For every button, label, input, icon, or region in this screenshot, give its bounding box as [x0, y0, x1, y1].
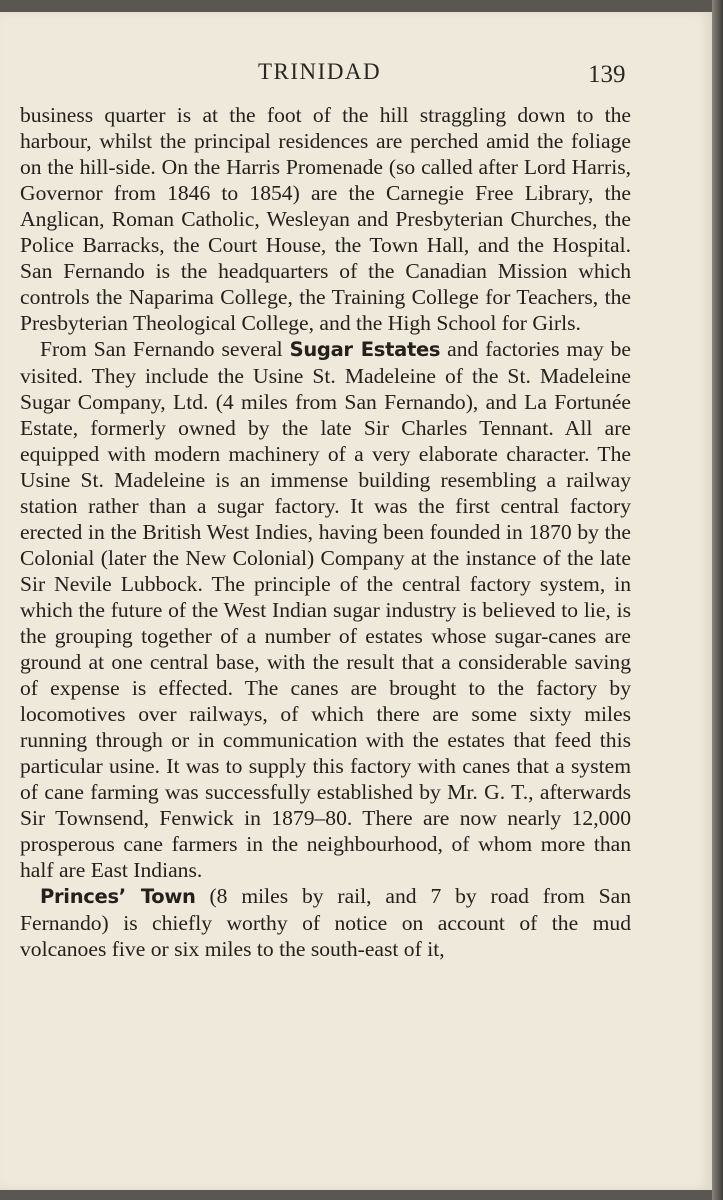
page-number: 139: [588, 61, 626, 88]
body-text: [20, 102, 631, 962]
page-edge-shadow: [712, 0, 723, 1200]
bold-term-sugar-estates: Sugar Estates: [289, 338, 441, 361]
paragraph-text: business quarter is at the foot of the hill straggling down to the harbour, whilst the principal residences are perched amid the foliage on the hill-side. On the Harris Promenade (so called after Lord Harris, Governor from 1846 to 1854) are the Carnegie Free Library, the Anglican, Roman Catholic, Wesleyan and Presbyterian Churches, the Police Barracks, the Court House, the Town Hall, and the Hospital. San Fernando is the headquarters of the Canadian Mission which controls the Naparima College, the Training College for Teachers, the Presbyterian Theological College, and the High School for Girls.: [20, 103, 631, 335]
paragraph-text: (8 miles by rail, and 7 by road from San Fernando) is chiefly worthy of notice on account of the mud volcanoes five or six miles to the south-east of it,: [20, 884, 631, 961]
bold-term-princes-town: Princes’ Town: [40, 885, 196, 908]
book-page: [0, 12, 712, 1190]
paragraph-lead: From San Fernando several: [40, 337, 290, 361]
running-head: [0, 49, 712, 89]
paragraph-harris-promenade: [20, 102, 631, 336]
running-title: TRINIDAD: [258, 59, 382, 84]
paragraph-princes-town: [20, 883, 631, 962]
paragraph-text: and factories may be visited. They include the Usine St. Madeleine of the St. Madeleine Sugar Company, Ltd. (4 miles from San Fernando), and La Fortunée Estate, formerly owned by the late Sir Charles Tennant. All are equipped with modern machinery of a very elaborate character. The Usine St. Madeleine is an immense building resembling a railway station rather than a sugar factory. It was the first central factory erected in the British West Indies, having been founded in 1870 by the Colonial (later the New Colonial) Company at the instance of the late Sir Nevile Lubbock. The principle of the central factory system, in which the future of the West Indian sugar industry is believed to lie, is the grouping together of a number of estates whose sugar-canes are ground at one central base, with the result that a considerable saving of expense is effected. The canes are brought to the factory by locomotives over railways, of which there are some sixty miles running through or in communication with the estates that feed this particular usine. It was to supply this factory with canes that a system of cane farming was successfully established by Mr. G. T., afterwards Sir Townsend, Fenwick in 1879–80. There are now nearly 12,000 prosperous cane farmers in the neighbourhood, of whom more than half are East Indians.: [20, 337, 631, 882]
paragraph-sugar-estates: [20, 336, 631, 883]
